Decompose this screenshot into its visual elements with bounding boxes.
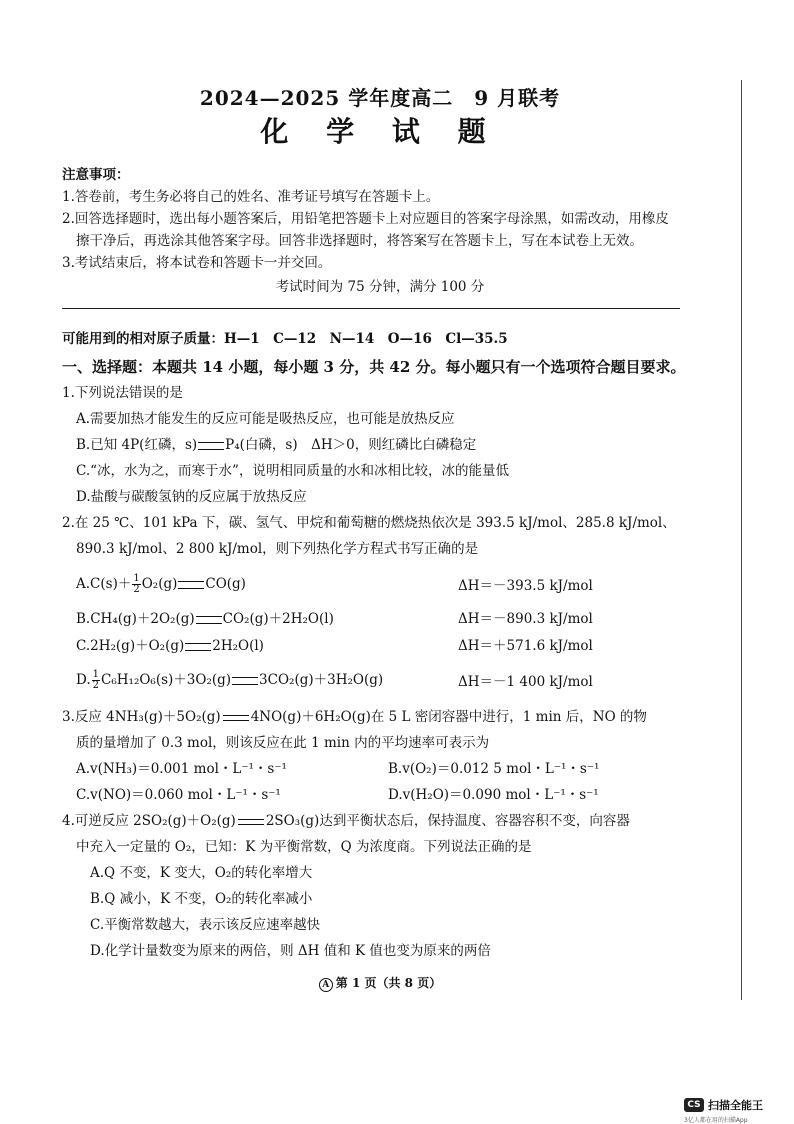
- notice-heading: 注意事项：: [62, 167, 130, 183]
- q2-stem-2: 890.3 kJ/mol、2 800 kJ/mol，则下列热化学方程式书写正确的是: [76, 541, 479, 557]
- q1-b-post: P₄(白磷，s) ΔH＞0，则红磷比白磷稳定: [225, 437, 477, 453]
- exam-title: 2024—2025 学年度高二 9 月联考: [199, 86, 561, 110]
- q2-stem-1: 2.在 25 ℃、101 kPa 下，碳、氢气、甲烷和葡萄糖的燃烧热依次是 393.5 kJ/mol、285.8 kJ/mol、: [62, 515, 676, 531]
- q1-b-pre: B.已知 4P(红磷，s): [76, 437, 198, 453]
- fraction-denominator: 2: [92, 680, 100, 691]
- divider: [62, 308, 680, 309]
- q2-a-rhs: CO(g): [205, 576, 246, 592]
- fraction-numerator: 1: [133, 573, 140, 584]
- q2-b-lhs: B.CH₄(g)＋2O₂(g): [76, 611, 195, 627]
- equal-arrow: [232, 677, 258, 685]
- atomic-masses: 可能用到的相对原子质量：H—1 C—12 N—14 O—16 Cl—35.5: [62, 331, 508, 347]
- q4-option-c: C.平衡常数越大，表示该反应速率越快: [90, 917, 321, 933]
- q2-a-lhs2: O₂(g): [141, 576, 178, 592]
- q4-stem-pre: 4.可逆反应 2SO₂(g)＋O₂(g): [62, 813, 236, 829]
- q2-a-lhs1: A.C(s)＋: [76, 576, 132, 592]
- q3-stem-pre: 3.反应 4NH₃(g)＋5O₂(g): [62, 709, 221, 725]
- q2-option-d: [76, 670, 383, 691]
- scanner-name: 扫描全能王: [708, 1099, 763, 1112]
- q2-option-a: [76, 574, 246, 595]
- equal-arrow: [198, 442, 224, 450]
- q3-stem-1: [62, 708, 647, 726]
- page-footer: [0, 974, 760, 992]
- q4-option-d: D.化学计量数变为原来的两倍，则 ΔH 值和 K 值也变为原来的两倍: [90, 943, 491, 959]
- q4-stem-2: 中充入一定量的 O₂，已知：K 为平衡常数，Q 为浓度商。下列说法正确的是: [76, 839, 532, 855]
- q4-option-a: A.Q 不变，K 变大，O₂的转化率增大: [90, 865, 313, 881]
- q2-d-enthalpy: ΔH＝－1 400 kJ/mol: [458, 674, 593, 690]
- q3-option-c: C.v(NO)＝0.060 mol・L⁻¹・s⁻¹: [76, 787, 281, 803]
- q1-option-d: D.盐酸与碳酸氢钠的反应属于放热反应: [76, 489, 307, 505]
- q3-option-a: A.v(NH₃)＝0.001 mol・L⁻¹・s⁻¹: [76, 761, 287, 777]
- q2-b-rhs: CO₂(g)＋2H₂O(l): [222, 611, 334, 627]
- q2-d-lhs: C₆H₁₂O₆(s)＋3O₂(g): [101, 672, 232, 688]
- exam-info: 考试时间为 75 分钟，满分 100 分: [275, 279, 485, 295]
- q4-stem-post: 2SO₃(g)达到平衡状态后，保持温度、容器容积不变，向容器: [265, 813, 630, 829]
- page-number: 第 1 页（共 8 页）: [335, 976, 442, 990]
- scanner-logo-icon: CS: [684, 1098, 704, 1112]
- q1-option-c: C.“冰，水为之，而寒于水”，说明相同质量的水和冰相比较，冰的能量低: [76, 463, 509, 479]
- reversible-arrow: [223, 714, 249, 722]
- notice-item-3: 3.考试结束后，将本试卷和答题卡一并交回。: [62, 255, 332, 271]
- q3-option-b: B.v(O₂)＝0.012 5 mol・L⁻¹・s⁻¹: [388, 761, 600, 777]
- q2-c-rhs: 2H₂O(l): [212, 638, 264, 654]
- q2-d-pre: D.: [76, 672, 91, 688]
- q2-option-b: [76, 610, 334, 628]
- reversible-arrow: [238, 818, 264, 826]
- scanner-tagline: 3亿人都在用的扫描App: [684, 1117, 748, 1124]
- notice-item-1: 1.答卷前，考生务必将自己的姓名、准考证号填写在答题卡上。: [62, 189, 440, 205]
- notice-item-2a: 2.回答选择题时，选出每小题答案后，用铅笔把答题卡上对应题目的答案字母涂黑，如需改动，用橡皮: [62, 211, 669, 227]
- q3-stem-post: 4NO(g)＋6H₂O(g)在 5 L 密闭容器中进行，1 min 后，NO 的物: [250, 709, 647, 725]
- q2-a-enthalpy: ΔH＝－393.5 kJ/mol: [458, 578, 593, 594]
- q2-option-c: [76, 637, 264, 655]
- q3-option-d: D.v(H₂O)＝0.090 mol・L⁻¹・s⁻¹: [388, 787, 599, 803]
- q4-stem-1: [62, 812, 630, 830]
- equal-arrow: [185, 643, 211, 651]
- q2-b-enthalpy: ΔH＝－890.3 kJ/mol: [458, 611, 593, 627]
- q1-option-a: A.需要加热才能发生的反应可能是吸热反应，也可能是放热反应: [76, 411, 455, 427]
- fraction-numerator: 1: [92, 669, 100, 680]
- fraction: [132, 574, 140, 595]
- margin-rule: [741, 80, 742, 1000]
- q4-option-b: B.Q 减小，K 不变，O₂的转化率减小: [90, 891, 313, 907]
- equal-arrow: [178, 581, 204, 589]
- q2-c-enthalpy: ΔH＝＋571.6 kJ/mol: [458, 638, 593, 654]
- equal-arrow: [196, 616, 222, 624]
- q2-c-lhs: C.2H₂(g)＋O₂(g): [76, 638, 185, 654]
- q2-d-rhs: 3CO₂(g)＋3H₂O(g): [259, 672, 384, 688]
- fraction-denominator: 2: [133, 584, 140, 595]
- fraction: [92, 670, 100, 691]
- version-badge: A: [319, 978, 333, 992]
- q1-stem: 1.下列说法错误的是: [62, 385, 183, 401]
- notice-item-2b: 擦干净后，再选涂其他答案字母。回答非选择题时，将答案写在答题卡上，写在本试卷上无效。: [76, 233, 643, 249]
- section-heading: 一、选择题：本题共 14 小题，每小题 3 分，共 42 分。每小题只有一个选项符合题目要求。: [62, 358, 686, 376]
- subject-title: 化 学 试 题: [260, 115, 500, 148]
- q3-stem-2: 质的量增加了 0.3 mol，则该反应在此 1 min 内的平均速率可表示为: [76, 735, 490, 751]
- q1-option-b: [76, 436, 476, 454]
